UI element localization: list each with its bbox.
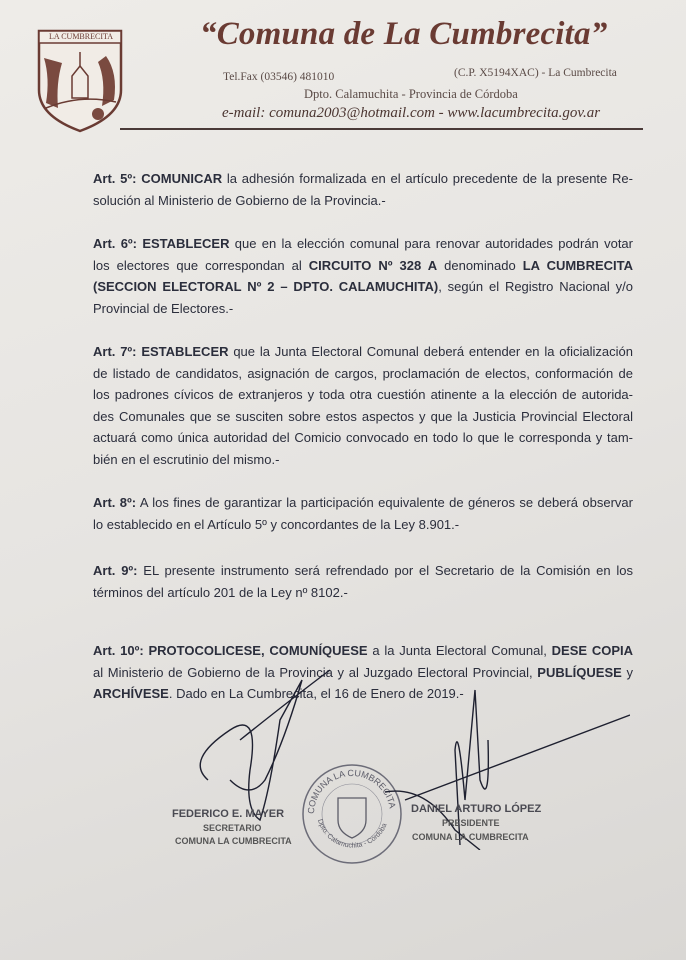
comuna-crest-logo bbox=[36, 28, 124, 133]
article-line bbox=[93, 363, 633, 385]
bold-text: ESTABLECER bbox=[141, 344, 229, 359]
text: al Ministerio de Gobierno de la Provincia y al Juzgado Electoral Provincial, bbox=[93, 664, 538, 680]
bold-text: (SECCION ELECTORAL Nº 2 – DPTO. CALAMUCHITA) bbox=[93, 279, 439, 294]
article-line bbox=[93, 492, 633, 514]
article-8 bbox=[93, 492, 633, 535]
article-line-text bbox=[93, 560, 633, 582]
article-line-text bbox=[93, 492, 633, 514]
bold-text: Art. 7º: bbox=[93, 344, 137, 359]
bold-text: ESTABLECER bbox=[142, 236, 230, 251]
telfax: Tel.Fax (03546) 481010 bbox=[223, 71, 335, 83]
department: Dpto. Calamuchita - Provincia de Córdoba bbox=[304, 87, 518, 101]
article-7 bbox=[93, 341, 633, 470]
stamp-bottom-text: Dpto. Calamuchita - Córdoba bbox=[315, 818, 389, 850]
article-line-text bbox=[93, 298, 233, 320]
article-line-text bbox=[93, 406, 633, 428]
article-line bbox=[93, 276, 633, 298]
text: , según el Registro Nacional y/o bbox=[438, 279, 633, 294]
article-line bbox=[93, 190, 633, 212]
text: bién en el escrutinio del mismo.- bbox=[93, 451, 280, 467]
article-line-text bbox=[93, 341, 633, 363]
president-name: DANIEL ARTURO LÓPEZ bbox=[411, 803, 542, 815]
article-line-text bbox=[93, 640, 633, 662]
article-line bbox=[93, 341, 633, 363]
text: denominado bbox=[437, 257, 523, 273]
text: actuará como única autoridad del Comicio convocado en todo lo que le corresponda y tam- bbox=[93, 430, 633, 445]
article-line-text bbox=[93, 582, 348, 604]
secretary-signature bbox=[190, 660, 340, 830]
text: Provincial de Electores.- bbox=[93, 300, 234, 316]
article-line bbox=[93, 233, 633, 255]
bold-text: Art. 6º: bbox=[93, 236, 137, 251]
article-6 bbox=[93, 233, 633, 319]
text: que la Junta Electoral Comunal deberá entender en la oficialización bbox=[228, 344, 633, 359]
article-line bbox=[93, 255, 633, 277]
text: A los fines de garantizar la participación equivalente de géneros se deberá observar bbox=[136, 495, 633, 510]
article-line-text bbox=[93, 233, 633, 255]
text: lo establecido en el Artículo 5º y concordantes de la Ley 8.901.- bbox=[93, 516, 460, 532]
bold-text: ARCHÍVESE bbox=[93, 686, 169, 701]
article-line bbox=[93, 406, 633, 428]
bold-text: DESE COPIA bbox=[551, 643, 633, 658]
president-signature bbox=[380, 680, 630, 850]
bold-text: Art. 10º: bbox=[93, 643, 144, 658]
article-5 bbox=[93, 168, 633, 211]
article-line bbox=[93, 640, 633, 662]
secretary-role: SECRETARIO bbox=[203, 823, 262, 833]
bold-text: Art. 5º: bbox=[93, 171, 137, 186]
postal-code: (C.P. X5194XAC) - La Cumbrecita bbox=[454, 67, 617, 79]
email-website: e-mail: comuna2003@hotmail.com - www.lacumbrecita.gov.ar bbox=[222, 105, 601, 121]
article-line bbox=[93, 514, 633, 536]
article-line-text bbox=[93, 255, 633, 277]
article-line-text bbox=[93, 168, 633, 190]
president-org: COMUNA LA CUMBRECITA bbox=[412, 832, 529, 842]
article-line-text bbox=[93, 190, 386, 212]
secretary-name: FEDERICO E. MAYER bbox=[172, 808, 285, 820]
text: los electores que correspondan al bbox=[93, 257, 309, 273]
article-line-text bbox=[93, 276, 633, 298]
article-line bbox=[93, 384, 633, 406]
bold-text: Art. 9º: bbox=[93, 563, 138, 578]
text: y bbox=[621, 664, 633, 680]
bold-text: PROTOCOLICESE, COMUNÍQUESE bbox=[148, 643, 368, 658]
letterhead-title: “Comuna de La Cumbrecita” bbox=[200, 16, 608, 52]
article-line bbox=[93, 449, 633, 471]
text: de listado de candidatos, asignación de cargos, proclamación de electos, conformación de bbox=[93, 365, 633, 381]
article-line-text bbox=[93, 514, 459, 536]
text: términos del artículo 201 de la Ley nº 8102.- bbox=[93, 584, 348, 600]
bold-text: PUBLÍQUESE bbox=[537, 664, 622, 680]
article-line bbox=[93, 582, 633, 604]
bold-text: Art. 8º: bbox=[93, 495, 137, 510]
article-line bbox=[93, 168, 633, 190]
article-line bbox=[93, 560, 633, 582]
text: la adhesión formalizada en el artículo precedente de la presente Re- bbox=[222, 171, 633, 186]
article-line-text bbox=[93, 449, 279, 471]
text: los padrones cívicos de extranjeros y toda otra cuestión atinente a la elección de autorida- bbox=[93, 387, 633, 402]
text: . Dado en La Cumbrecita, el 16 de Enero de 2019.- bbox=[168, 686, 464, 701]
bold-text: LA CUMBRECITA bbox=[522, 257, 633, 273]
article-line bbox=[93, 298, 633, 320]
text: EL presente instrumento será refrendado por el Secretario de la Comisión en los bbox=[137, 563, 633, 578]
article-line-text bbox=[93, 427, 633, 449]
article-line-text bbox=[93, 363, 633, 385]
header-divider bbox=[120, 128, 643, 130]
secretary-org: COMUNA LA CUMBRECITA bbox=[175, 836, 292, 846]
article-9 bbox=[93, 560, 633, 603]
stamp-top-text: COMUNA LA CUMBRECITA bbox=[305, 767, 398, 815]
logo-text: LA CUMBRECITA bbox=[48, 32, 114, 41]
text: des Comunales que se susciten sobre estos aspectos y que la Justicia Provincial Electoral bbox=[93, 408, 633, 424]
president-role: PRESIDENTE bbox=[442, 818, 500, 828]
text: solución al Ministerio de Gobierno de la Provincia.- bbox=[93, 192, 386, 208]
article-line-text bbox=[93, 384, 633, 406]
text: que en la elección comunal para renovar autoridades podrán votar bbox=[229, 236, 633, 251]
article-line bbox=[93, 427, 633, 449]
text: a la Junta Electoral Comunal, bbox=[367, 643, 552, 658]
bold-text: CIRCUITO Nº 328 A bbox=[308, 257, 438, 273]
bold-text: COMUNICAR bbox=[141, 171, 223, 186]
